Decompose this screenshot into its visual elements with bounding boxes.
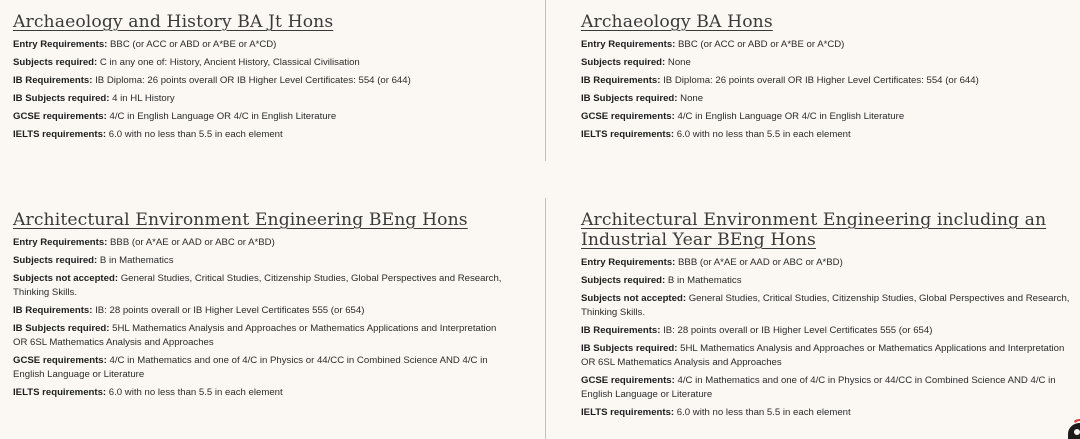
req-value: 6.0 with no less than 5.5 in each element [108, 129, 283, 140]
column-divider [545, 0, 546, 161]
course-title-link[interactable]: Architectural Environment Engineering BEng Hons [13, 210, 468, 230]
req-value: 6.0 with no less than 5.5 in each element [108, 387, 283, 398]
req-label: Entry Requirements: [13, 237, 108, 248]
course-title-link[interactable]: Architectural Environment Engineering including an Industrial Year BEng Hons [581, 210, 1047, 250]
req-label: GCSE requirements: [581, 111, 675, 122]
entry-requirements [581, 256, 1076, 270]
req-value: 4/C in Mathematics and one of 4/C in Physics or 44/CC in Combined Science AND 4/C in English Language or Literature [13, 355, 488, 380]
req-value: 5HL Mathematics Analysis and Approaches or Mathematics Applications and Interpretation OR 6SL Mathematics Analysis and Approaches [13, 323, 497, 348]
gcse-requirements [13, 110, 513, 124]
req-value: BBB (or A*AE or AAD or ABC or A*BD) [678, 257, 843, 268]
req-value: 4 in HL History [112, 93, 175, 104]
ielts-requirements [13, 386, 513, 400]
req-value: IB: 28 points overall or IB Higher Level Certificates 555 (or 654) [663, 325, 933, 336]
req-value: General Studies, Critical Studies, Citizenship Studies, Global Perspectives and Research, Thinking Skills. [581, 293, 1070, 318]
subjects-required [581, 274, 1076, 288]
req-value: IB Diploma: 26 points overall OR IB Higher Level Certificates: 554 (or 644) [663, 75, 979, 86]
req-value: General Studies, Critical Studies, Citizenship Studies, Global Perspectives and Research, Thinking Skills. [13, 273, 502, 298]
req-label: Entry Requirements: [13, 39, 108, 50]
req-value: None [667, 57, 691, 68]
column-divider [545, 198, 546, 439]
req-label: Entry Requirements: [581, 39, 676, 50]
req-value: 4/C in English Language OR 4/C in English Literature [109, 111, 337, 122]
ib-requirements [581, 324, 1076, 338]
ielts-requirements [13, 128, 513, 142]
course-card-arch-env-eng [13, 210, 513, 404]
subjects-required [581, 56, 1080, 70]
req-label: GCSE requirements: [13, 355, 107, 366]
ib-subjects-required [13, 322, 513, 350]
req-value: BBC (or ACC or ABD or A*BE or A*CD) [110, 39, 277, 50]
req-label: IB Requirements: [581, 325, 661, 336]
req-label: IELTS requirements: [581, 407, 675, 418]
req-value: None [680, 93, 704, 104]
req-label: IB Requirements: [581, 75, 661, 86]
gcse-requirements [13, 354, 513, 382]
req-label: IB Requirements: [13, 75, 93, 86]
entry-requirements [581, 38, 1080, 52]
ib-subjects-required [581, 342, 1076, 370]
req-label: GCSE requirements: [13, 111, 107, 122]
course-title-link[interactable]: Archaeology BA Hons [581, 12, 773, 32]
req-value: IB: 28 points overall or IB Higher Level Certificates 555 (or 654) [95, 305, 365, 316]
ielts-requirements [581, 128, 1080, 142]
req-value: 6.0 with no less than 5.5 in each element [676, 129, 851, 140]
course-card-archaeology [581, 12, 1080, 146]
req-label: Subjects required: [581, 275, 666, 286]
req-label: IB Subjects required: [581, 343, 678, 354]
entry-requirements [13, 236, 513, 250]
req-value: C in any one of: History, Ancient History, Classical Civilisation [99, 57, 360, 68]
req-value: 4/C in Mathematics and one of 4/C in Physics or 44/CC in Combined Science AND 4/C in English Language or Literature [581, 375, 1056, 400]
gcse-requirements [581, 110, 1080, 124]
req-value: B in Mathematics [99, 255, 174, 266]
req-label: IELTS requirements: [13, 387, 107, 398]
req-label: Subjects not accepted: [581, 293, 687, 304]
req-value: BBB (or A*AE or AAD or ABC or A*BD) [110, 237, 275, 248]
req-value: IB Diploma: 26 points overall OR IB Higher Level Certificates: 554 (or 644) [95, 75, 411, 86]
req-value: 6.0 with no less than 5.5 in each element [676, 407, 851, 418]
ib-requirements [13, 304, 513, 318]
req-value: 5HL Mathematics Analysis and Approaches or Mathematics Applications and Interpretation OR 6SL Mathematics Analysis and Approaches [581, 343, 1065, 368]
subjects-not-accepted [13, 272, 513, 300]
req-label: IELTS requirements: [13, 129, 107, 140]
req-label: Subjects required: [581, 57, 666, 68]
course-title-link[interactable]: Archaeology and History BA Jt Hons [13, 12, 334, 32]
entry-requirements [13, 38, 513, 52]
chat-launcher-icon[interactable] [1064, 417, 1080, 439]
req-label: IB Subjects required: [13, 93, 110, 104]
req-label: Subjects required: [13, 57, 98, 68]
gcse-requirements [581, 374, 1076, 402]
req-label: Entry Requirements: [581, 257, 676, 268]
req-value: 4/C in English Language OR 4/C in English Literature [677, 111, 905, 122]
req-label: IELTS requirements: [581, 129, 675, 140]
course-card-archaeology-history [13, 12, 513, 146]
req-label: IB Subjects required: [581, 93, 678, 104]
ielts-requirements [581, 406, 1076, 420]
ib-requirements [13, 74, 513, 88]
req-label: Subjects not accepted: [13, 273, 119, 284]
course-card-arch-env-eng-industrial [581, 210, 1076, 424]
req-label: IB Requirements: [13, 305, 93, 316]
subjects-not-accepted [581, 292, 1076, 320]
ib-subjects-required [581, 92, 1080, 106]
req-value: B in Mathematics [667, 275, 742, 286]
req-label: IB Subjects required: [13, 323, 110, 334]
ib-subjects-required [13, 92, 513, 106]
req-label: Subjects required: [13, 255, 98, 266]
ib-requirements [581, 74, 1080, 88]
req-label: GCSE requirements: [581, 375, 675, 386]
subjects-required [13, 56, 513, 70]
req-value: BBC (or ACC or ABD or A*BE or A*CD) [678, 39, 845, 50]
subjects-required [13, 254, 513, 268]
